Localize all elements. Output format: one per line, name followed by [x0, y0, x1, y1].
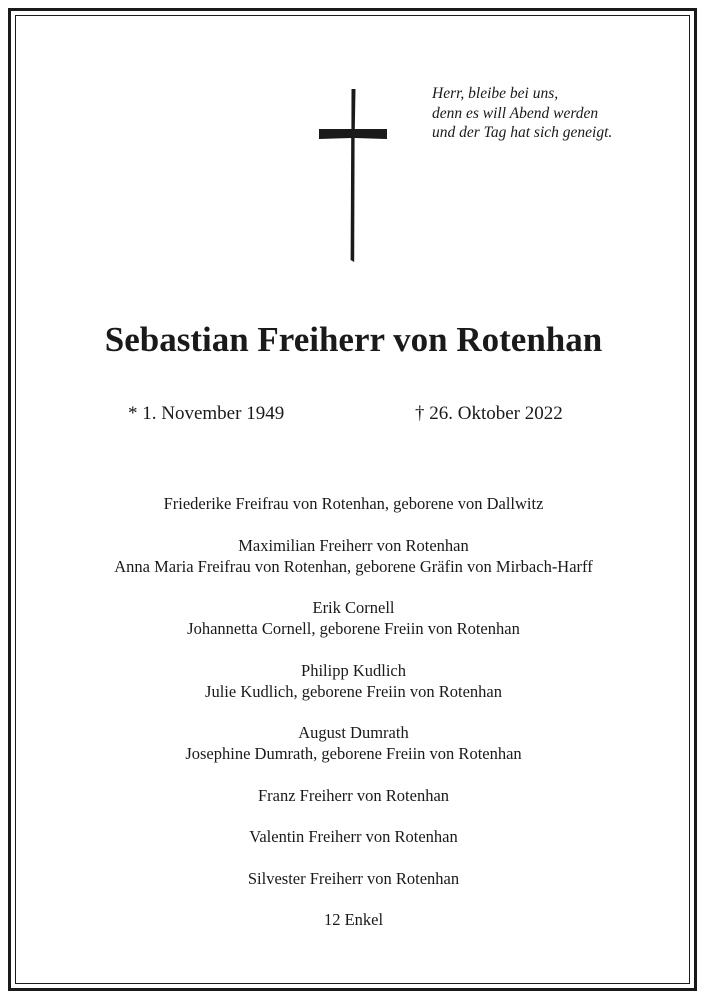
cross-icon: [318, 89, 388, 262]
mourner-name: Silvester Freiherr von Rotenhan: [247, 868, 460, 888]
mourner-group: [0, 826, 707, 847]
mourners-list: [0, 493, 707, 951]
mourner-name: August Dumrath: [298, 723, 409, 742]
verse-line: Herr, bleibe bei uns,: [432, 85, 559, 102]
birth-date: * 1. November 1949: [128, 403, 285, 424]
mourner-group: [0, 722, 707, 764]
mourner-group: [0, 909, 707, 930]
mourner-group: [0, 785, 707, 806]
mourner-name: Friederike Freifrau von Rotenhan, geborene von Dallwitz: [163, 494, 544, 513]
mourner-name: Josephine Dumrath, geborene Freiin von Rotenhan: [185, 744, 522, 763]
mourner-name: Valentin Freiherr von Rotenhan: [249, 827, 458, 846]
mourner-name: Maximilian Freiherr von Rotenhan: [238, 535, 469, 555]
mourner-name: Erik Cornell: [312, 598, 395, 617]
death-date: † 26. Oktober 2022: [415, 403, 563, 424]
deceased-name: Sebastian Freiherr von Rotenhan: [104, 320, 603, 359]
verse-line: denn es will Abend werden: [432, 104, 599, 122]
mourner-name: Franz Freiherr von Rotenhan: [257, 785, 450, 805]
mourner-group: [0, 535, 707, 577]
verse-line: und der Tag hat sich geneigt.: [432, 124, 613, 141]
mourner-name: Philipp Kudlich: [301, 660, 406, 680]
mourner-name: Johannetta Cornell, geborene Freiin von Rotenhan: [187, 619, 520, 638]
bible-verse: [432, 84, 612, 143]
mourner-group: [0, 493, 707, 514]
grandchildren-count: 12 Enkel: [323, 910, 384, 929]
mourner-name: Julie Kudlich, geborene Freiin von Rotenhan: [205, 681, 502, 701]
mourner-group: [0, 660, 707, 702]
mourner-name: Anna Maria Freifrau von Rotenhan, geborene Gräfin von Mirbach-Harff: [114, 556, 593, 576]
mourner-group: [0, 868, 707, 889]
mourner-group: [0, 597, 707, 639]
